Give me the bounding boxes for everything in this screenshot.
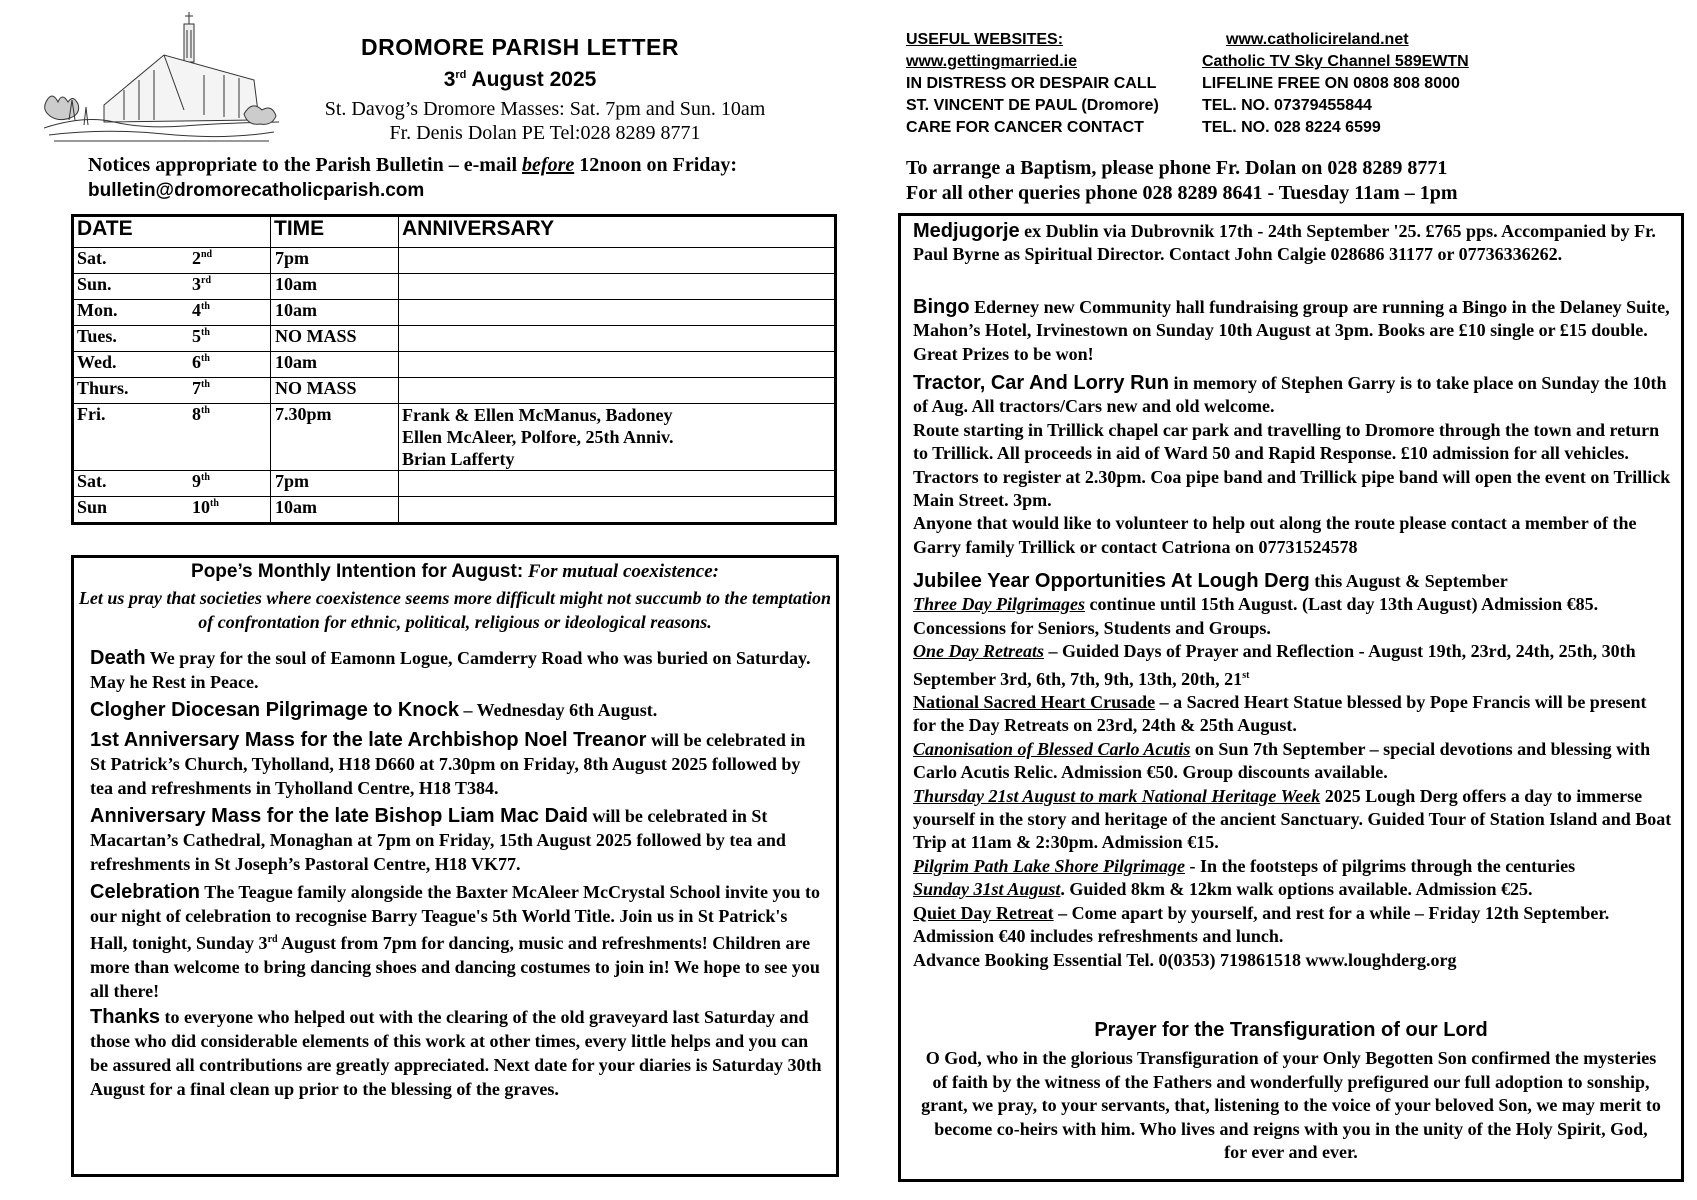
svp-label: ST. VINCENT DE PAUL (Dromore) [906,97,1159,114]
lifeline-number: LIFELINE FREE ON 0808 808 8000 [1202,75,1460,92]
priest-contact: Fr. Denis Dolan PE Tel:028 8289 8771 [389,122,701,144]
time-cell: 10am [271,274,399,300]
time-column-header: TIME [271,216,399,248]
day-cell: Tues. [73,326,187,352]
pope-intention-text: Let us pray that societies where coexistence seems more difficult might not succumb to the temptation of confrontation for ethnic, political, religious or ideological reasons. [78,588,832,632]
svp-number: TEL. NO. 07379455844 [1202,97,1372,114]
day-cell: Thurs. [73,378,187,404]
church-illustration [44,10,279,145]
anniversary-name: Brian Lafferty [402,449,515,469]
day-cell: Sun [73,497,187,524]
gettingmarried-link[interactable]: www.gettingmarried.ie [906,53,1077,70]
mass-schedule-table [71,214,837,525]
anniversary-name: Frank & Ellen McManus, Badoney [402,405,673,425]
anniversary-cell [399,248,836,274]
mass-table-row [73,352,836,378]
anniversary-name: Ellen McAleer, Polfore, 25th Anniv. [402,427,674,447]
prayer-heading: Prayer for the Transfiguration of our Lord [1094,1019,1488,1041]
notice-death: Death We pray for the soul of Eamonn Logue, Camderry Road who was buried on Saturday. May he Rest in Peace. [90,647,811,692]
notices-instruction: Notices appropriate to the Parish Bulletin – e-mail before 12noon on Friday: [88,154,738,176]
mass-table-row [73,274,836,300]
day-cell: Mon. [73,300,187,326]
mass-times-line: St. Davog’s Dromore Masses: Sat. 7pm and Sun. 10am [324,98,766,120]
notice-treanor-mass: 1st Anniversary Mass for the late Archbishop Noel Treanor will be celebrated in St Patrick’s Church, Tyholland, H18 D660 at 7.30pm on Friday, 8th August 2025 followed by tea and refreshments in Tyholland Centre, H18 T384. [90,729,806,798]
events-box [898,213,1684,1182]
baptism-contact: To arrange a Baptism, please phone Fr. Dolan on 028 8289 8771 [906,157,1448,179]
mass-table-body [73,248,836,524]
date-column-header: DATE [73,216,271,248]
mass-table-row [73,300,836,326]
mass-table-row [73,326,836,352]
anniversary-cell [399,497,836,524]
cancer-number: TEL. NO. 028 8224 6599 [1202,119,1381,136]
mass-table-header-row [73,216,836,248]
anniversary-cell [399,404,836,471]
bulletin-date: 3rd August 2025 [443,68,597,91]
bulletin-title: DROMORE PARISH LETTER [360,34,680,60]
mass-table-row [73,404,836,471]
catholicireland-link[interactable]: www.catholicireland.net [1226,31,1409,48]
lough-derg-booking: Advance Booking Essential Tel. 0(0353) 719861518 www.loughderg.org [913,949,1457,970]
right-page [848,0,1697,1200]
notice-knock-pilgrimage: Clogher Diocesan Pilgrimage to Knock – Wednesday 6th August. [90,699,658,721]
day-cell: Sat. [73,248,187,274]
notice-celebration: Celebration The Teague family alongside the Baxter McAleer McCrystal School invite you to our night of celebration to recognise Barry Teague's 5th World Title. Join us in St Patrick's Hall, tonight, Sunday 3rd August from 7pm for dancing, music and refreshments! Children are more than welcome to bring dancing shoes and dancing costumes to join in! We hope to see you all there! [90,881,820,1001]
notice-lough-derg: Jubilee Year Opportunities At Lough Derg this August & September Three Day Pilgrimages continue until 15th August. (Last day 13th August) Admission €85. Concessions for Seniors, Students and Groups. One Day Retreats – Guided Days of Prayer and Reflection - August 19th, 23rd, 24th, 25th, 30th September 3rd, 6th, 7th, 9th, 13th, 20th, 21st National Sacred Heart Crusade – a Sacred Heart Statue blessed by Pope Francis will be present for the Day Retreats on 23rd, 24th & 25th August. Canonisation of Blessed Carlo Acutis on Sun 7th September – special devotions and blessing with Carlo Acutis Relic. Admission €50. Group discounts available. Thursday 21st August to mark National Heritage Week 2025 Lough Derg offers a day to immerse yourself in the story and heritage of the ancient Sanctuary. Guided Tour of Station Island and Boat Trip at 11am & 2:30pm. Admission €15. Pilgrim Path Lake Shore Pilgrimage - In the footsteps of pilgrims through the centuries Sunday 31st August. Guided 8km & 12km walk options available. Admission €25. Quiet Day Retreat – Come apart by yourself, and rest for a while – Friday 12th September. Admission €40 includes refreshments and lunch. Advance Booking Essential Tel. 0(0353) 719861518 www.loughderg.org [913,570,1672,970]
time-cell: 7pm [271,248,399,274]
date-number-cell: 5th [186,326,271,352]
prayer-text: O God, who in the glorious Transfiguration of your Only Begotten Son confirmed the mysteries of faith by the witness of the Fathers and wonderfully prefigured our full adoption to sonship, grant, we pray, to your servants, that, listening to the voice of your beloved Son, we may merit to become co-heirs with him. Who lives and reigns with you in the unity of the Holy Spirit, God, for ever and ever. [921,1048,1661,1162]
parish-notices-box [71,555,839,1177]
notice-tractor-run: Tractor, Car And Lorry Run in memory of Stephen Garry is to take place on Sunday the 10th of Aug. All tractors/Cars new and old welcome. Route starting in Trillick chapel car park and travelling to Dromore through the town and return to Trillick. All proceeds in aid of Ward 50 and Rapid Response. £10 admission for all vehicles. Tractors to register at 2.30pm. Coa pipe band and Trillick pipe band will open the event on Trillick Main Street. 3pm. Anyone that would like to volunteer to help out along the route please contact a member of the Garry family Trillick or contact Catriona on 07731524578 [913,372,1671,557]
anniversary-cell [399,274,836,300]
day-cell: Wed. [73,352,187,378]
bulletin-email-link[interactable]: bulletin@dromorecatholicparish.com [88,180,425,201]
anniversary-cell [399,300,836,326]
mass-table-row [73,248,836,274]
day-cell: Sat. [73,471,187,497]
time-cell: 7.30pm [271,404,399,471]
mass-table-row [73,497,836,524]
date-number-cell: 6th [186,352,271,378]
anniversary-cell [399,471,836,497]
date-number-cell: 7th [186,378,271,404]
notice-medjugorje: Medjugorje ex Dublin via Dubrovnik 17th - 24th September '25. £765 pps. Accompanied by Fr. Paul Byrne as Spiritual Director. Contact John Calgie 028686 31177 or 07736336262. [913,220,1656,265]
time-cell: NO MASS [271,378,399,404]
time-cell: 10am [271,300,399,326]
time-cell: NO MASS [271,326,399,352]
anniversary-cell [399,326,836,352]
date-number-cell: 8th [186,404,271,471]
cancer-label: CARE FOR CANCER CONTACT [906,119,1144,136]
pope-intention-heading: Pope’s Monthly Intention for August: For mutual coexistence: [191,561,719,582]
day-cell: Fri. [73,404,187,471]
date-number-cell: 9th [186,471,271,497]
day-cell: Sun. [73,274,187,300]
anniversary-cell [399,378,836,404]
queries-contact: For all other queries phone 028 8289 8641 - Tuesday 11am – 1pm [906,182,1458,204]
mass-table-row [73,378,836,404]
date-number-cell: 4th [186,300,271,326]
catholic-tv-channel: Catholic TV Sky Channel 589EWTN [1202,53,1469,70]
notice-thanks: Thanks to everyone who helped out with the clearing of the old graveyard last Saturday and those who did considerable elements of this work at other times, every little helps and you can be assured all contributions are greatly appreciated. Next date for your diaries is Saturday 30th August for a final clean up prior to the blessing of the graves. [90,1006,822,1099]
date-number-cell: 2nd [186,248,271,274]
notice-macdaid-mass: Anniversary Mass for the late Bishop Liam Mac Daid will be celebrated in St Macartan’s Cathedral, Monaghan at 7pm on Friday, 15th August 2025 followed by tea and refreshments in St Joseph’s Pastoral Centre, H18 VK77. [90,805,786,874]
time-cell: 10am [271,352,399,378]
anniversary-column-header: ANNIVERSARY [399,216,836,248]
notice-bingo: Bingo Ederney new Community hall fundraising group are running a Bingo in the Delaney Suite, Mahon’s Hotel, Irvinestown on Sunday 10th August at 3pm. Books are £10 single or £15 double. Great Prizes to be won! [913,296,1670,364]
left-page [0,0,848,1200]
useful-websites-label: USEFUL WEBSITES: [906,31,1064,48]
mass-table-row [73,471,836,497]
date-number-cell: 10th [186,497,271,524]
anniversary-cell [399,352,836,378]
date-number-cell: 3rd [186,274,271,300]
time-cell: 10am [271,497,399,524]
distress-label: IN DISTRESS OR DESPAIR CALL [906,75,1157,92]
time-cell: 7pm [271,471,399,497]
